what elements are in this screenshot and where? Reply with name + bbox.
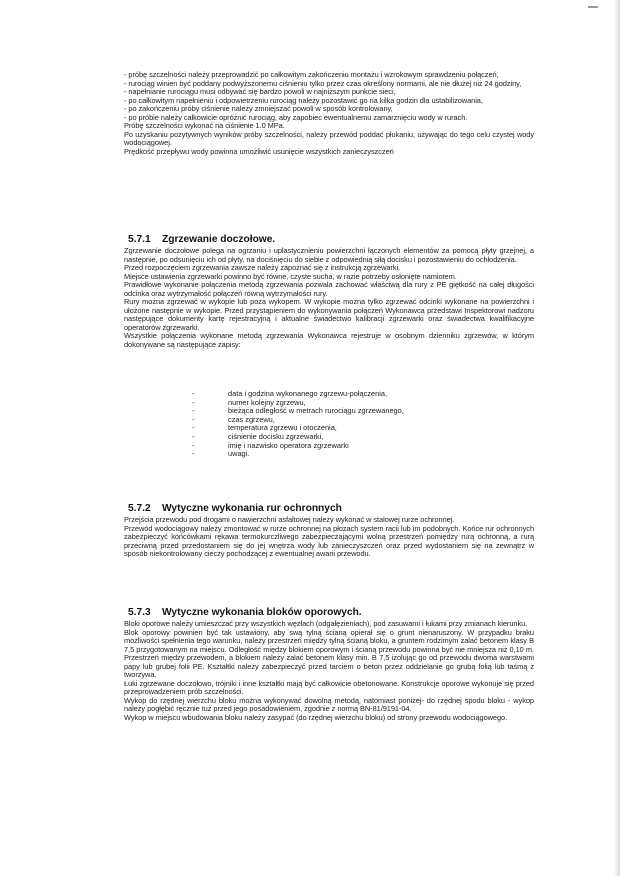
paragraph: Prędkość przepływu wody powinna umożliwić usunięcie wszystkich zanieczyszczeń [124, 146, 394, 156]
section-body-5-7-2 [124, 516, 534, 559]
section-heading-5-7-2 [128, 503, 342, 514]
weld-log-entries-list [192, 390, 452, 459]
paragraph: Łuki zgrzewane doczołowo, trójniki i inne kształtki mają być całkowicie obetonowane. Konstrukcje oporowe wykonuje się przed przeprowadzeniem prób szczelności. [124, 678, 534, 697]
paragraph: - po próbie należy całkowicie opróżnić rurociąg, aby zapobiec ewentualnemu zamarznięciu wody w rurach. [124, 112, 468, 122]
section-body-5-7-1 [124, 247, 534, 350]
scan-edge-shadow [614, 0, 620, 876]
list-item: - numer kolejny zgrzewu, [192, 399, 452, 408]
section-body-5-7-3 [124, 620, 534, 723]
section-number: 5.7.2 [128, 503, 151, 514]
paragraph: Rury można zgrzewać w wykopie lub poza wykopem. W wykopie można tylko zgrzewać odcinki wykonane na powierzchni i ułożone następnie w wykopie. Przed przystąpieniem do wykonywania połączeń Wykonawca przedstawi Inspektorowi nadzoru następujące dokumenty kartę rejestracyjną i aktualne świadectwo kalibracji zgrzewarki oraz świadectwa kwalifikacyjne operatorów zgrzewarki. [124, 297, 534, 332]
paragraph: - rurociąg winien być poddany podwyższonemu ciśnieniu tylko przez czas określony normami, ale nie dłużej niż 24 godziny, [124, 78, 522, 88]
section-heading-5-7-3 [128, 607, 362, 618]
paragraph: Prawidłowe wykonanie połączenia metodą zgrzewania pozwala zachować właściwą dla rury z PE giętkość na całej długości odcinka oraz wytrzymałość połączeń równą wytrzymałości rury. [124, 280, 534, 298]
section-number: 5.7.3 [128, 607, 151, 618]
list-item: - bieżąca odległość w metrach rurociągu zgrzewanego, [192, 407, 452, 416]
paragraph: Wszystkie połączenia wykonane metodą zgrzewania Wykonawca rejestruje w osobnym dzienniku zgrzewów, w którym dokonywane są następujące zapisy: [124, 331, 534, 350]
paragraph: Bloki oporowe należy umieszczać przy wszystkich węzłach (odgałęzieniach), pod zasuwami i łukami przy zmianach kierunku. [124, 619, 528, 628]
paragraph: Przejścia przewodu pod drogami o nawierzchni asfaltowej należy wykonać w stalowej rurze ochronnej. [124, 515, 455, 524]
paragraph: Wykop do rzędnej wierzchu bloku można wykonywać dowolną metodą, natomiast poniżej- do rzędnej spodu bloku - wykop należy pogłębić ręcznie tuż przed jego posadowieniem, zgodnie z normą BN-81/9191-04. [124, 695, 534, 714]
scan-corner-mark [588, 6, 598, 8]
list-item: - temperatura zgrzewu i otoczenia, [192, 424, 452, 433]
section-title: Wytyczne wykonania rur ochronnych [162, 503, 342, 514]
paragraph: Miejsce ustawienia zgrzewarki powinno być równe, czyste sucha, w razie potrzeby osłonięte namiotem. [124, 271, 457, 281]
paragraph: - po zakończeniu próby ciśnienie należy zmniejszać powoli w sposób kontrolowany, [124, 104, 393, 114]
paragraph: Wykop w miejscu wbudowania bloku należy zasypać (do rzędnej wierzchu bloku) od strony przewodu wodociągowego. [124, 713, 508, 723]
list-item: - uwagi. [192, 450, 452, 459]
paragraph: Próbę szczelności wykonać na ciśnienie 1.0 MPa. [124, 121, 285, 131]
section-heading-5-7-1 [128, 234, 275, 245]
section-title: Wytyczne wykonania bloków oporowych. [162, 607, 362, 618]
paragraph: - po całkowitym napełnieniu i odpowietrzeniu rurociąg należy pozostawić go na kilka godzin dla ustabilizowania, [124, 95, 483, 105]
section-number: 5.7.1 [128, 234, 151, 245]
paragraph: Przed rozpoczęciem zgrzewania zawsze należy zapoznać się z instrukcją zgrzewarki. [124, 263, 401, 273]
section-title: Zgrzewanie doczołowe. [162, 234, 276, 245]
paragraph: - napełnianie rurociągu musi odbywać się bardzo powoli w najniższym punkcie sieci, [124, 87, 396, 97]
pressure-test-notes [124, 71, 534, 156]
list-item: - czas zgrzewu, [192, 416, 452, 425]
paragraph: - próbę szczelności należy przeprowadzić po całkowitym zakończeniu montażu i wzrokowym sprawdzeniu połączeń, [124, 70, 499, 79]
paragraph: Blok oporowy powinien być tak ustawiony, aby swą tylną ścianą opierał się o grunt nienaruszony. W przypadku braku możliwości spełnienia tego warunku, należy przestrzeń między tylną ścianą bloku, a gruntem rodzimym zalać betonem klasy B 7,5 przygotowanym na miejscu. Odległość między blokiem oporowym i ścianą przewodu powinna być nie mniejsza niż 0,10 m. Przestrzeń między przewodem, a blokiem należy zalać betonem klasy min. B 7,5 izolując go od przewodu dwoma warstwami papy lub grubej folii PE. Kształtki należy zabezpieczyć przed tarciem o beton przez oddzielanie go grubą folią lub taśmą z tworzywa. [124, 627, 534, 680]
list-item: - data i godzina wykonanego zgrzewu-połączenia, [192, 390, 452, 399]
paragraph: Po uzyskaniu pozytywnych wyników próby szczelności, należy przewód poddać płukaniu, używając do tego celu czystej wody wodociągowej. [124, 129, 534, 148]
paragraph: Zgrzewanie doczołowe polega na ogrzaniu i uplastycznieniu powierzchni łączonych elementów za pomocą płyty grzejnej, a następnie, po odsunięciu ich od płyty, na dociśnięciu do siebie z odpowiednią siłą docisku i pozostawieniu do ochłodzenia. [124, 246, 534, 264]
list-item: - imię i nazwisko operatora zgrzewarki [192, 442, 452, 451]
paragraph: Przewód wodociągowy należy zmontować w rurze ochronnej na płozach system racii lub im podobnych. Końce rur ochronnych zabezpieczyć końcówkami rękawa termokurczliwego zabezpieczającymi wolną przestrzeń pomiędzy rurą ochronną, a rurą przeciwną przed przedostaniem się do jej wnętrza wody lub zanieczyszczeń oraz przed wydostaniem się na zewnątrz w sposób niekontrolowany cieczy pochodzącej z ewentualnej awarii przewodu. [124, 523, 534, 559]
list-item: - ciśnienie docisku zgrzewarki, [192, 433, 452, 442]
